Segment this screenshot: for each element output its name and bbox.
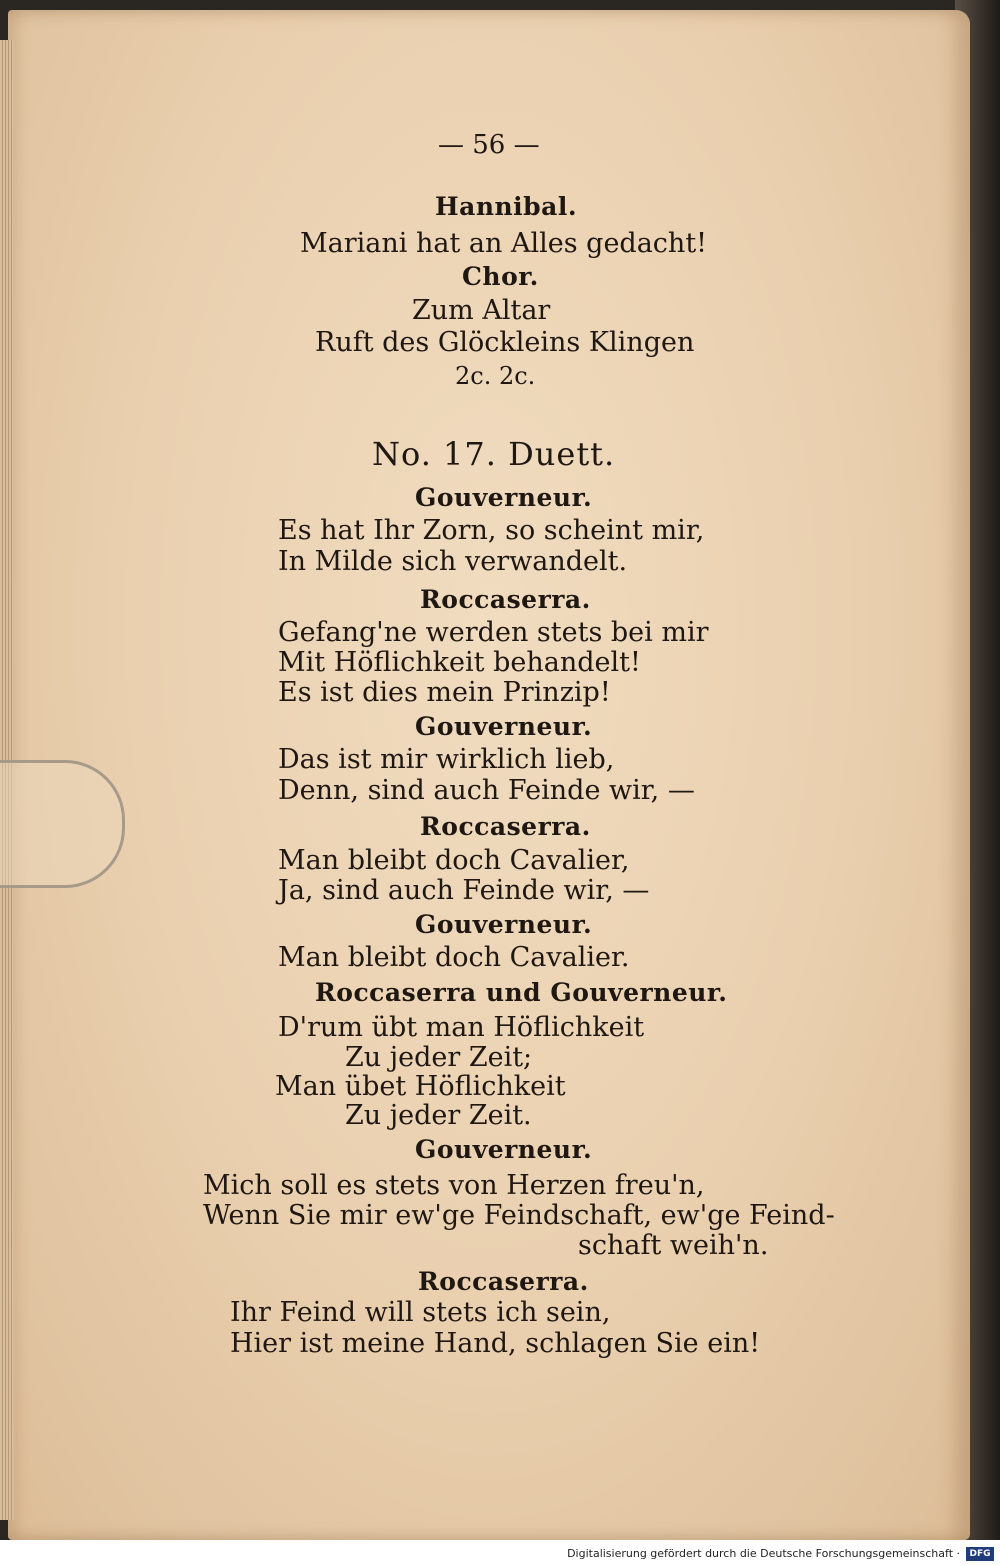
verse-line: Zum Altar [412, 295, 551, 326]
verse-line: Mich soll es stets von Herzen freu'n, [203, 1170, 705, 1201]
verse-line: Ja, sind auch Feinde wir, — [278, 875, 650, 906]
verse-line: Ihr Feind will stets ich sein, [230, 1297, 611, 1328]
speaker-gouverneur: Gouverneur. [415, 483, 593, 512]
verse-line: Zu jeder Zeit. [345, 1100, 532, 1131]
speaker-roccaserra-und-gouverneur: Roccaserra und Gouverneur. [315, 978, 728, 1007]
verse-line: In Milde sich verwandelt. [278, 546, 628, 577]
section-title: No. 17. Duett. [372, 435, 616, 473]
verse-line: Wenn Sie mir ew'ge Feindschaft, ew'ge Feind- [203, 1200, 835, 1231]
verse-line: Ruft des Glöckleins Klingen [315, 327, 695, 358]
speaker-gouverneur: Gouverneur. [415, 712, 593, 741]
page-clip [0, 760, 125, 888]
speaker-roccaserra: Roccaserra. [420, 812, 591, 841]
verse-line: Es ist dies mein Prinzip! [278, 677, 611, 708]
verse-line: D'rum übt man Höflichkeit [278, 1012, 645, 1043]
speaker-roccaserra: Roccaserra. [420, 585, 591, 614]
verse-line: Mariani hat an Alles gedacht! [300, 228, 708, 259]
dfg-logo: DFG [966, 1547, 994, 1561]
etcetera: 2c. 2c. [455, 362, 536, 390]
speaker-gouverneur: Gouverneur. [415, 910, 593, 939]
verse-line: Das ist mir wirklich lieb, [278, 744, 615, 775]
verse-line: Hier ist meine Hand, schlagen Sie ein! [230, 1328, 761, 1359]
page-number: — 56 — [438, 130, 540, 160]
verse-line: Man bleibt doch Cavalier, [278, 845, 630, 876]
footer-credit: Digitalisierung gefördert durch die Deutsche Forschungsgemeinschaft · [567, 1547, 960, 1560]
verse-line: Mit Höflichkeit behandelt! [278, 647, 641, 678]
verse-line: Gefang'ne werden stets bei mir [278, 617, 709, 648]
speaker-hannibal: Hannibal. [435, 192, 578, 221]
verse-line: Man bleibt doch Cavalier. [278, 942, 630, 973]
footer-bar [0, 1540, 1000, 1565]
verse-line: Man übet Höflichkeit [275, 1071, 566, 1102]
verse-line: Es hat Ihr Zorn, so scheint mir, [278, 515, 705, 546]
speaker-gouverneur: Gouverneur. [415, 1135, 593, 1164]
speaker-roccaserra: Roccaserra. [418, 1267, 589, 1296]
verse-line: Zu jeder Zeit; [345, 1042, 533, 1073]
speaker-chor: Chor. [462, 262, 539, 291]
verse-line: Denn, sind auch Feinde wir, — [278, 775, 695, 806]
verse-line: schaft weih'n. [578, 1230, 769, 1261]
